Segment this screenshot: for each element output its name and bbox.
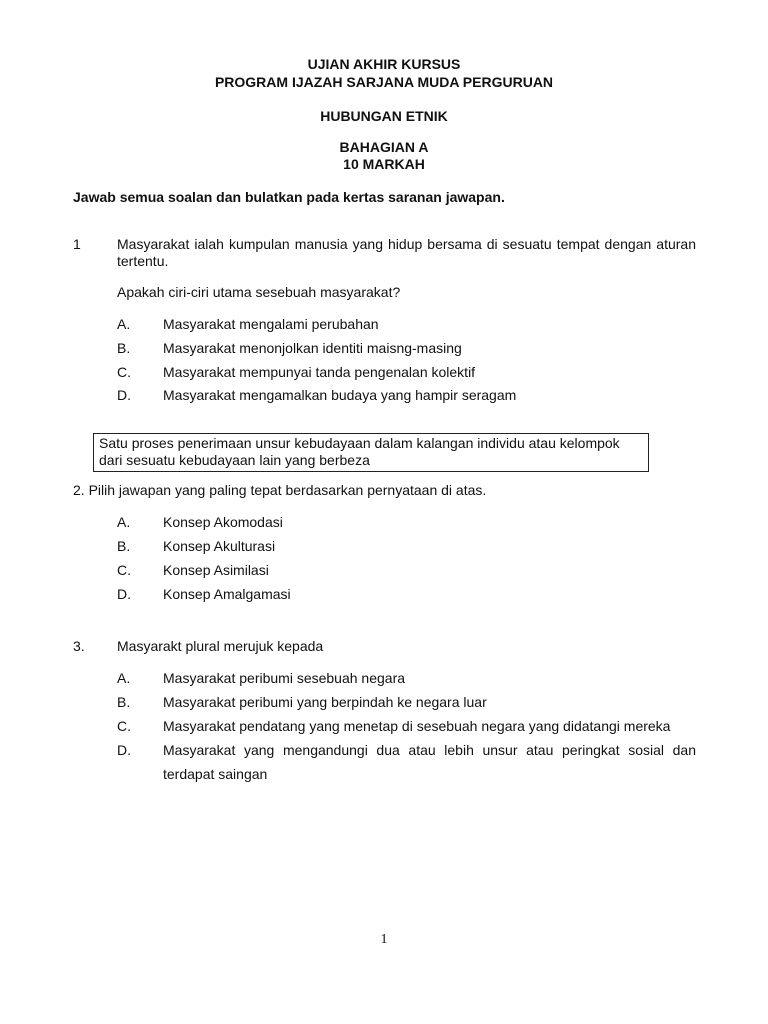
q3-option-d-letter: D.	[117, 742, 131, 758]
q2-option-a: Konsep Akomodasi	[163, 514, 283, 530]
statement-box	[93, 433, 649, 472]
header-line1: UJIAN AKHIR KURSUS	[307, 56, 461, 72]
q3-option-a: Masyarakat peribumi sesebuah negara	[163, 670, 406, 686]
q1-option-a: Masyarakat mengalami perubahan	[163, 316, 379, 332]
q2-option-d-letter: D.	[117, 586, 131, 602]
question-1-number: 1	[73, 236, 81, 252]
page-number: 1	[380, 932, 388, 947]
subject-title: HUBUNGAN ETNIK	[320, 108, 448, 124]
section-title: BAHAGIAN A	[339, 139, 429, 155]
question-1-prompt: Apakah ciri-ciri utama sesebuah masyarakat?	[117, 284, 401, 300]
q1-option-b: Masyarakat menonjolkan identiti maisng-masing	[163, 340, 462, 356]
q1-option-c: Masyarakat mempunyai tanda pengenalan kolektif	[163, 364, 476, 380]
q3-option-c: Masyarakat pendatang yang menetap di sesebuah negara yang didatangi mereka	[163, 718, 671, 734]
q1-option-c-letter: C.	[117, 364, 131, 380]
q3-option-c-letter: C.	[117, 718, 131, 734]
q1-option-a-letter: A.	[117, 316, 131, 332]
q2-option-c: Konsep Asimilasi	[163, 562, 269, 578]
marks-label: 10 MARKAH	[343, 156, 425, 172]
statement-line-2: dari sesuatu kebudayaan lain yang berbeza	[99, 452, 370, 468]
question-2-stem: 2. Pilih jawapan yang paling tepat berdasarkan pernyataan di atas.	[73, 482, 487, 498]
q1-option-d: Masyarakat mengamalkan budaya yang hampir seragam	[163, 387, 517, 403]
q2-option-b-letter: B.	[117, 538, 131, 554]
q3-option-a-letter: A.	[117, 670, 131, 686]
q2-option-a-letter: A.	[117, 514, 131, 530]
header-line2: PROGRAM IJAZAH SARJANA MUDA PERGURUAN	[214, 74, 554, 90]
q3-option-d: Masyarakat yang mengandungi dua atau lebih unsur atau peringkat sosial dan terdapat saingan	[163, 742, 696, 782]
q2-option-d: Konsep Amalgamasi	[163, 586, 291, 602]
q3-option-b-letter: B.	[117, 694, 131, 710]
q2-option-b: Konsep Akulturasi	[163, 538, 276, 554]
statement-line-1: Satu proses penerimaan unsur kebudayaan dalam kalangan individu atau kelompok	[99, 435, 620, 451]
q3-option-b: Masyarakat peribumi yang berpindah ke negara luar	[163, 694, 487, 710]
q1-option-d-letter: D.	[117, 387, 131, 403]
question-1-stem: Masyarakat ialah kumpulan manusia yang hidup bersama di sesuatu tempat dengan aturan tertentu.	[117, 236, 696, 269]
question-3-number: 3.	[73, 638, 85, 654]
question-3-stem: Masyarakt plural merujuk kepada	[117, 638, 324, 654]
q1-option-b-letter: B.	[117, 340, 131, 356]
q2-option-c-letter: C.	[117, 562, 131, 578]
instruction-text: Jawab semua soalan dan bulatkan pada kertas saranan jawapan.	[73, 189, 505, 205]
